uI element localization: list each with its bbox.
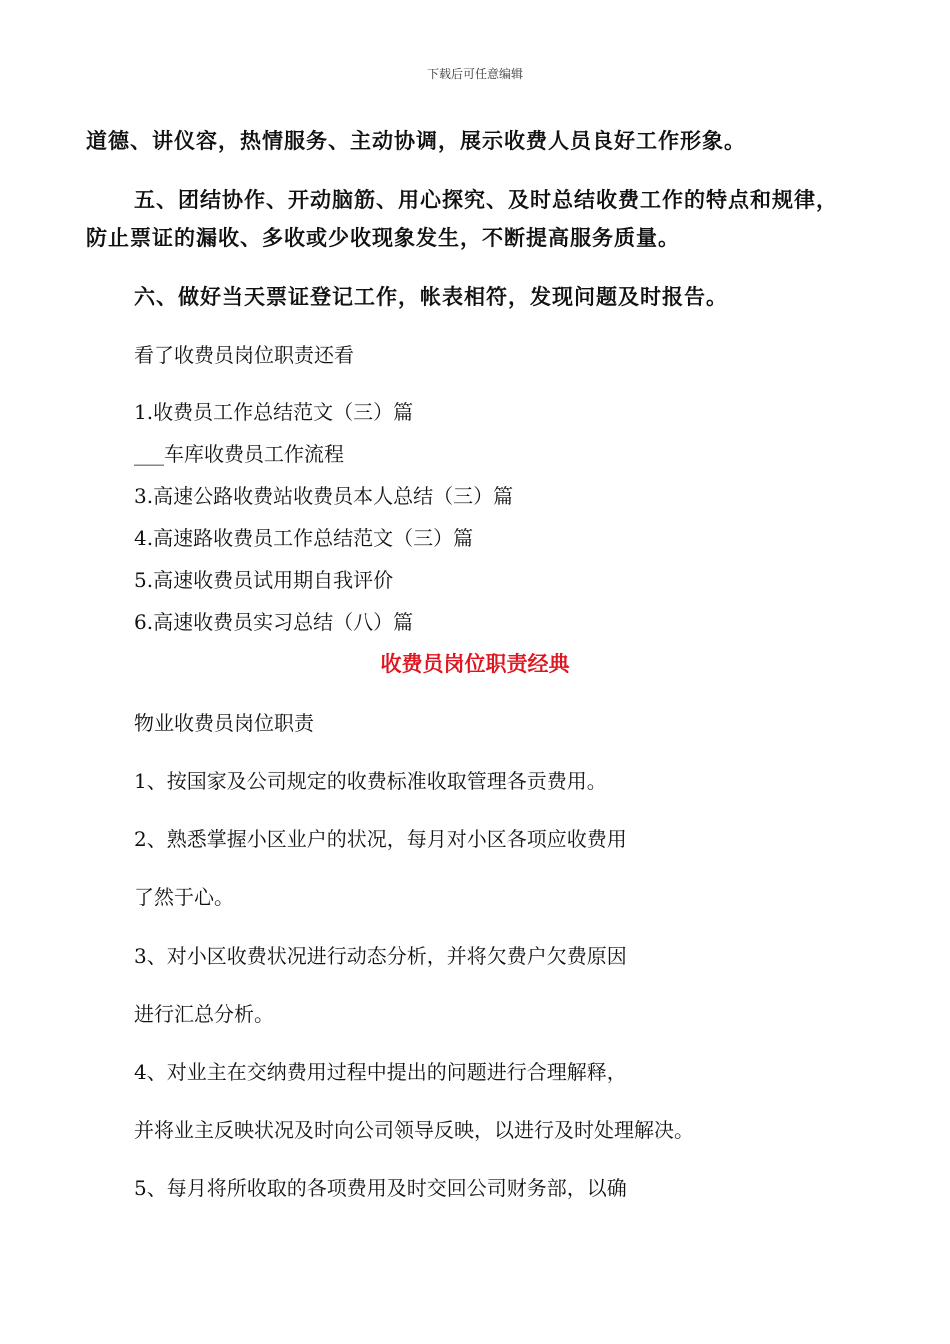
- duty-line: 进行汇总分析。: [134, 1002, 274, 1026]
- section-subtitle: 物业收费员岗位职责: [134, 711, 314, 735]
- related-link[interactable]: ___车库收费员工作流程: [134, 442, 344, 466]
- related-link[interactable]: 1.收费员工作总结范文（三）篇: [134, 400, 414, 424]
- related-link[interactable]: 4.高速路收费员工作总结范文（三）篇: [134, 526, 474, 550]
- duty-line: 1、按国家及公司规定的收费标准收取管理各贡费用。: [134, 769, 607, 793]
- related-link[interactable]: 5.高速收费员试用期自我评价: [134, 568, 394, 592]
- duty-line: 了然于心。: [134, 885, 234, 909]
- page-header: 下载后可任意编辑: [426, 67, 523, 81]
- duty-line: 4、对业主在交纳费用过程中提出的问题进行合理解释，: [134, 1060, 627, 1084]
- section-title: 收费员岗位职责经典: [380, 652, 570, 676]
- related-intro: 看了收费员岗位职责还看: [134, 343, 354, 367]
- paragraph-ethics: 道德、讲仪容，热情服务、主动协调，展示收费人员良好工作形象。: [86, 129, 746, 153]
- paragraph-five-line1: 五、团结协作、开动脑筋、用心探究、及时总结收费工作的特点和规律，: [134, 188, 838, 212]
- paragraph-five-line2: 防止票证的漏收、多收或少收现象发生，不断提高服务质量。: [86, 226, 680, 250]
- duty-line: 2、熟悉掌握小区业户的状况，每月对小区各项应收费用: [134, 827, 627, 851]
- related-link[interactable]: 6.高速收费员实习总结（八）篇: [134, 610, 414, 634]
- paragraph-six: 六、做好当天票证登记工作，帐表相符，发现问题及时报告。: [134, 285, 728, 309]
- duty-line: 3、对小区收费状况进行动态分析，并将欠费户欠费原因: [134, 944, 627, 968]
- duty-line: 5、每月将所收取的各项费用及时交回公司财务部，以确: [134, 1176, 627, 1200]
- related-link[interactable]: 3.高速公路收费站收费员本人总结（三）篇: [134, 484, 514, 508]
- duty-line: 并将业主反映状况及时向公司领导反映，以进行及时处理解决。: [134, 1118, 694, 1142]
